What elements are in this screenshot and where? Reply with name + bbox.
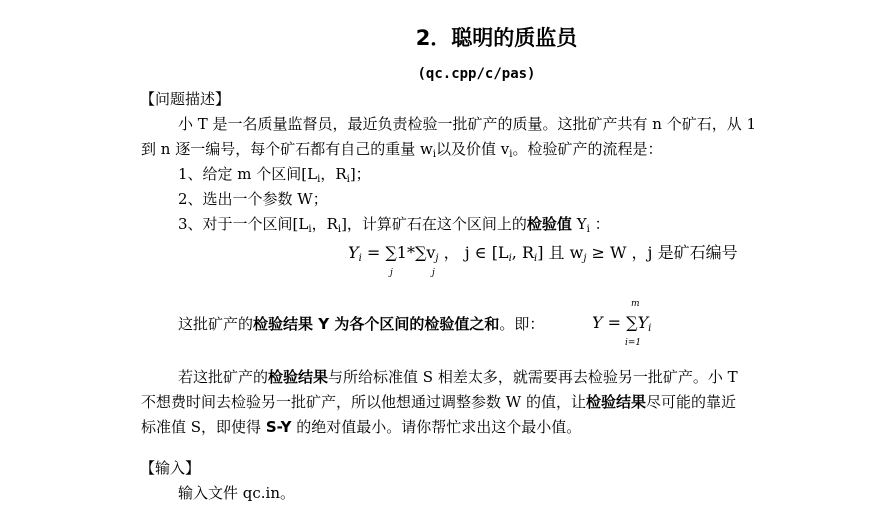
- formula-upper-bound: m: [631, 299, 640, 309]
- formula-inspection-value: $Y_i = \sum 1*\sum v_j$ ， j ∈ [$L_i$, $R_i$] 且 $w_j \ge W$ ，j 是矿石编号: [348, 243, 738, 264]
- formula-sum-index-1: j: [390, 268, 393, 278]
- page-title: 2．聪明的质监员: [415, 26, 578, 50]
- problem-heading: 【问题描述】: [140, 90, 231, 108]
- file-names: (qc.cpp/c/pas): [417, 66, 536, 82]
- step-1: 1、给定 m 个区间[$L_i$，$R_i$]；: [178, 165, 371, 185]
- input-heading: 【输入】: [140, 459, 201, 477]
- formula-total: $Y = \sum Y_i$: [592, 313, 652, 334]
- intro-line-2: 到 n 逐一编号，每个矿石都有自己的重量 $w_i$以及价值 $v_i$。检验矿产的流程是：: [141, 140, 663, 160]
- step-3: 3、对于一个区间[$L_i$，$R_i$]，计算矿石在这个区间上的检验值 $Y_i$ ：: [178, 215, 610, 235]
- para2-line-1: 若这批矿产的检验结果与所给标准值 S 相差太多，就需要再去检验另一批矿产。小 T: [178, 368, 738, 386]
- result-line: 这批矿产的检验结果 Y 为各个区间的检验值之和。即：: [178, 315, 545, 333]
- intro-line-1: 小 T 是一名质量监督员，最近负责检验一批矿产的质量。这批矿产共有 n 个矿石，从 1: [178, 115, 757, 133]
- formula-sum-index-2: j: [432, 268, 435, 278]
- para2-line-2: 不想费时间去检验另一批矿产，所以他想通过调整参数 W 的值，让检验结果尽可能的靠近: [141, 393, 736, 411]
- formula-lower-bound: i=1: [625, 338, 642, 348]
- input-text: 输入文件 qc.in。: [178, 484, 295, 502]
- para2-line-3: 标准值 S，即使得 S-Y 的绝对值最小。请你帮忙求出这个最小值。: [141, 418, 582, 436]
- step-2: 2、选出一个参数 W；: [178, 190, 328, 208]
